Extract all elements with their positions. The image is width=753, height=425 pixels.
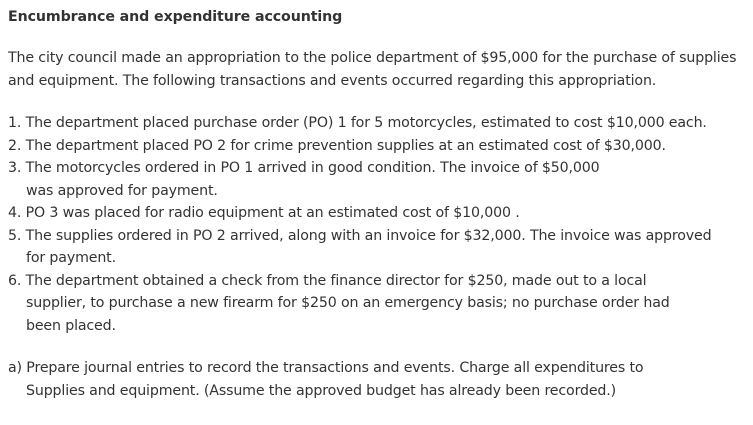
transaction-3-text: 3. The motorcycles ordered in PO 1 arrived in good condition. The invoice of $50,000 — [8, 160, 600, 176]
task-continuation: Supplies and equipment. (Assume the approved budget has already been recorded.) — [26, 382, 617, 399]
transaction-2-text: 2. The department placed PO 2 for crime prevention supplies at an estimated cost of $30,000. — [8, 137, 666, 154]
intro-paragraph: The city council made an appropriation to the police department of $95,000 for the purchase of supplies and equipment. The following transactions and events occurred regarding this appropriation. — [8, 50, 737, 89]
transaction-item-4 — [8, 202, 753, 225]
transaction-item-3 — [8, 157, 753, 202]
page-title: Encumbrance and expenditure accounting — [8, 9, 343, 25]
transaction-item-2 — [8, 135, 753, 158]
transaction-6-text: 6. The department obtained a check from the finance director for $250, made out to a local — [8, 272, 647, 289]
transaction-6-continuation-2: been placed. — [26, 317, 116, 334]
transaction-item-1 — [8, 112, 753, 135]
task-text: a) Prepare journal entries to record the transactions and events. Charge all expenditures to — [8, 360, 644, 376]
transaction-5-continuation: for payment. — [26, 250, 116, 266]
transaction-3-continuation: was approved for payment. — [26, 182, 218, 199]
transaction-5-text: 5. The supplies ordered in PO 2 arrived, along with an invoice for $32,000. The invoice was approved — [8, 227, 712, 244]
transaction-6-continuation-1: supplier, to purchase a new firearm for $250 on an emergency basis; no purchase order had — [26, 295, 670, 311]
transaction-item-6 — [8, 270, 753, 338]
task-instruction — [8, 357, 753, 402]
transaction-1-text: 1. The department placed purchase order (PO) 1 for 5 motorcycles, estimated to cost $10,000 each. — [8, 115, 707, 131]
transaction-4-text: 4. PO 3 was placed for radio equipment at an estimated cost of $10,000 . — [8, 205, 520, 221]
transaction-list — [8, 112, 753, 337]
transaction-item-5 — [8, 225, 753, 270]
